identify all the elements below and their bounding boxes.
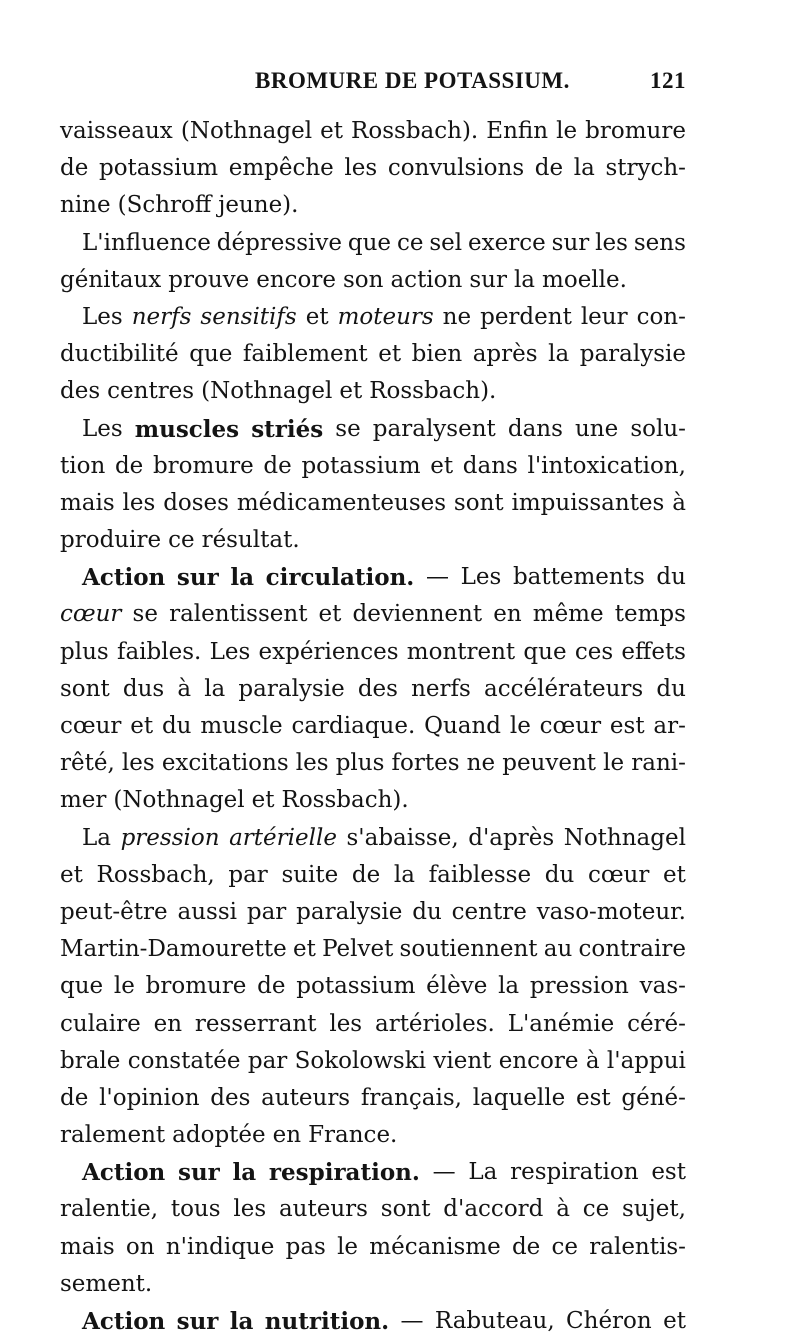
word: nerfs [411, 675, 471, 702]
word: et [320, 118, 343, 144]
page-number: 121 [650, 68, 686, 93]
word: Chéron [566, 1308, 652, 1334]
word: mais [60, 489, 115, 516]
word: plus [335, 750, 385, 777]
word: centre [451, 898, 527, 925]
word: resserrant [194, 1010, 317, 1037]
text-line [60, 336, 686, 373]
word: battements [512, 564, 645, 591]
text-line [60, 448, 686, 485]
word: encore [498, 1047, 579, 1074]
word: bromure [152, 452, 254, 479]
italic-word: pression [120, 824, 220, 851]
word: vas- [639, 973, 686, 1000]
word: excitations [161, 750, 289, 777]
word: l'opinion [99, 1084, 200, 1111]
bold-word: circulation. [265, 564, 415, 592]
word: encore [256, 266, 336, 293]
word: brale [60, 1047, 121, 1074]
word: ralentie, [60, 1196, 159, 1223]
text-line [60, 522, 686, 559]
text-line [60, 968, 686, 1005]
word: et [130, 713, 154, 739]
word: la [204, 675, 226, 702]
text-line [60, 299, 686, 336]
word: paralysie [238, 675, 345, 702]
word: d'accord [443, 1196, 544, 1223]
word: de [114, 452, 144, 479]
word: s'abaisse, [346, 824, 459, 851]
text-line [60, 1266, 686, 1303]
word: aussi [177, 898, 237, 925]
word: bien [411, 341, 463, 368]
word: ralement [60, 1122, 166, 1149]
word: potassium [98, 155, 219, 182]
word: auteurs [278, 1196, 368, 1223]
word: cœur [587, 861, 650, 888]
word: Les [209, 638, 251, 665]
word: génitaux [60, 266, 162, 293]
word: et [430, 452, 454, 479]
word: adoptée [172, 1122, 266, 1149]
word: ce [396, 229, 424, 256]
word: l'intoxication, [527, 452, 686, 479]
text-line [60, 1154, 686, 1191]
word: on [125, 1233, 155, 1260]
text-line [60, 857, 686, 894]
word: cœur [60, 713, 122, 739]
word: sens [633, 229, 686, 256]
word: sont [380, 1196, 431, 1223]
word: par [247, 1047, 288, 1074]
word: faiblesse [428, 861, 532, 888]
text-line [60, 411, 686, 448]
word: potassium [296, 973, 416, 1000]
word: prouve [168, 266, 250, 293]
word: (Nothnagel [180, 118, 313, 144]
bold-word: striés [251, 415, 324, 443]
text-line [60, 225, 686, 262]
word: perdent [480, 303, 572, 330]
word: peut-être [60, 898, 168, 925]
word: faibles. [116, 638, 202, 665]
word: sel [429, 229, 463, 256]
word: La [468, 1159, 498, 1186]
word: Les [460, 564, 502, 591]
word: Enfin [486, 118, 549, 144]
word: suite [281, 861, 339, 888]
word: céré- [627, 1010, 686, 1037]
word: action [390, 266, 463, 293]
bold-word: la [229, 1308, 254, 1335]
word: Rossbach, [96, 861, 215, 888]
word: et [305, 303, 329, 330]
word: — [425, 564, 449, 591]
word: la [548, 341, 570, 368]
word: les [122, 489, 156, 516]
bold-word: Action [82, 564, 166, 592]
word: dans [462, 452, 518, 479]
word: Rossbach). [369, 378, 497, 405]
word: soutiennent [399, 936, 538, 963]
word: impuissantes [511, 489, 665, 516]
word: — [400, 1308, 424, 1334]
word: Martin-Damourette [60, 936, 287, 963]
word: et [251, 787, 275, 814]
word: L'anémie [507, 1010, 615, 1037]
text-line [60, 1117, 686, 1154]
word: les [329, 1010, 363, 1037]
word: du [656, 564, 686, 591]
word: à [177, 675, 192, 702]
word: la [393, 861, 415, 888]
word: les [344, 155, 378, 182]
word: que [60, 973, 104, 1000]
word: paralysie [579, 341, 686, 368]
word: exerce [468, 229, 546, 256]
text-line [60, 1191, 686, 1228]
text-line [60, 187, 686, 224]
text-line [60, 262, 686, 299]
word: ces [574, 638, 614, 665]
italic-word: cœur [60, 601, 122, 628]
bold-word: Action [82, 1159, 166, 1187]
word: rani- [631, 750, 686, 777]
word: accélérateurs [484, 675, 644, 702]
word: artérioles. [374, 1010, 495, 1037]
word: mécanisme [369, 1233, 501, 1260]
word: est [651, 1159, 686, 1186]
word: se [335, 415, 361, 442]
word: la [498, 973, 520, 1000]
text-line [60, 931, 686, 968]
word: est [575, 1084, 611, 1111]
word: d'après [468, 824, 555, 851]
word: de [257, 973, 286, 1000]
word: plus [60, 638, 109, 665]
running-header [60, 68, 686, 98]
text-line [60, 373, 686, 410]
word: n'indique [165, 1233, 275, 1260]
word: élève [426, 973, 488, 1000]
word: ne [466, 750, 496, 777]
word: empêche [228, 155, 334, 182]
word: à [585, 1047, 600, 1074]
word: cœur [539, 713, 602, 739]
word: que [189, 341, 233, 368]
bold-word: sur [178, 1159, 220, 1187]
word: ralentissent [169, 601, 308, 628]
word: Quand [424, 713, 502, 739]
italic-word: nerfs [131, 303, 192, 330]
word: sur [469, 266, 507, 293]
word: de [60, 155, 89, 182]
text-line [60, 634, 686, 671]
word: de [511, 1233, 541, 1260]
word: ralentis- [589, 1233, 686, 1260]
word: bromure [585, 118, 686, 144]
text-line [60, 559, 686, 596]
word: fortes [391, 750, 460, 777]
bold-word: nutrition. [264, 1308, 390, 1335]
word: (Nothnagel [113, 787, 245, 814]
word: convulsions [387, 155, 525, 182]
word: mais [60, 1233, 115, 1260]
text-line [60, 671, 686, 708]
word: sujet, [622, 1196, 686, 1223]
word: jeune). [218, 192, 299, 219]
word: le [337, 1233, 359, 1260]
word: et [378, 341, 402, 368]
word: de [351, 861, 381, 888]
word: moelle. [542, 266, 627, 293]
word: et [663, 1308, 686, 1334]
text-line [60, 485, 686, 522]
word: l'appui [606, 1047, 686, 1074]
word: sement. [60, 1270, 153, 1297]
word: produire [60, 527, 162, 554]
word: même [532, 601, 604, 628]
word: le [556, 118, 578, 144]
word: du [544, 861, 575, 888]
text-line [60, 1303, 686, 1340]
word: à [556, 1196, 570, 1223]
word: une [574, 415, 619, 442]
word: Sokolowski [294, 1047, 427, 1074]
word: Nothnagel [563, 824, 686, 851]
word: ar- [653, 713, 686, 739]
word: temps [614, 601, 686, 628]
word: faiblement [242, 341, 368, 368]
word: du [161, 713, 192, 739]
word: La [82, 824, 111, 851]
word: et [292, 936, 316, 963]
word: en [153, 1010, 183, 1037]
text-line [60, 1080, 686, 1117]
word: laquelle [472, 1084, 566, 1111]
word: pression [529, 973, 629, 1000]
word: Les [82, 303, 123, 330]
word: centres [107, 378, 195, 405]
word: ductibilité [60, 341, 179, 368]
bold-word: la [232, 1159, 257, 1187]
word: à [672, 489, 686, 516]
word: que [523, 638, 567, 665]
text-line [60, 596, 686, 633]
word: peuvent [502, 750, 597, 777]
word: les [295, 750, 329, 777]
bold-word: la [230, 564, 254, 592]
word: pas [285, 1233, 326, 1260]
word: la [573, 155, 595, 182]
word: Rossbach). [351, 118, 479, 144]
text-line [60, 745, 686, 782]
word: L'influence [82, 229, 211, 256]
word: expériences [258, 638, 399, 665]
word: des [210, 1084, 251, 1111]
running-title: BROMURE DE POTASSIUM. [255, 68, 570, 93]
word: en [493, 601, 522, 628]
word: constatée [127, 1047, 241, 1074]
word: culaire [60, 1010, 141, 1037]
text-line [60, 1043, 686, 1080]
word: français, [360, 1084, 462, 1111]
word: est [609, 713, 645, 739]
word: le [113, 973, 135, 1000]
word: ce [551, 1233, 579, 1260]
word: sont [453, 489, 504, 516]
word: la [513, 266, 536, 293]
word: son [343, 266, 384, 293]
bold-word: muscles [134, 415, 240, 443]
word: (Schroff [117, 192, 212, 219]
word: Les [82, 415, 123, 442]
bold-word: sur [176, 564, 219, 592]
word: cardiaque. [291, 713, 416, 739]
word: les [595, 229, 628, 256]
word: de [534, 155, 564, 182]
word: bromure [145, 973, 247, 1000]
word: résultat. [201, 527, 300, 554]
word: con- [636, 303, 686, 330]
word: solu- [630, 415, 686, 442]
word: rêté, [60, 750, 115, 777]
word: tion [60, 452, 106, 479]
word: paralysie [296, 898, 403, 925]
word: que [347, 229, 392, 256]
text-line [60, 820, 686, 857]
word: en [272, 1122, 302, 1149]
word: vaso-moteur. [536, 898, 686, 925]
word: deviennent [352, 601, 483, 628]
text-line [60, 708, 686, 745]
word: dépressive [216, 229, 342, 256]
word: montrent [406, 638, 516, 665]
word: et [60, 861, 83, 888]
text-line [60, 1229, 686, 1266]
word: contraire [578, 936, 686, 963]
word: de [60, 1084, 89, 1111]
word: strych- [605, 155, 686, 182]
word: géné- [621, 1084, 686, 1111]
word: se [132, 601, 158, 628]
word: doses [163, 489, 229, 516]
word: potassium [301, 452, 421, 479]
word: — [432, 1159, 456, 1186]
word: France. [308, 1122, 398, 1149]
text-line [60, 150, 686, 187]
word: tous [170, 1196, 221, 1223]
word: au [543, 936, 573, 963]
word: ce [168, 527, 195, 554]
word: le [603, 750, 625, 777]
italic-word: sensitifs [200, 303, 297, 330]
word: des [60, 378, 101, 405]
word: vient [433, 1047, 492, 1074]
word: effets [621, 638, 686, 665]
word: muscle [200, 713, 283, 739]
word: du [412, 898, 442, 925]
word: (Nothnagel [201, 378, 333, 405]
bold-word: Action [82, 1308, 166, 1335]
word: dans [507, 415, 563, 442]
word: le [509, 713, 531, 739]
word: par [228, 861, 268, 888]
word: Rabuteau, [434, 1308, 555, 1334]
word: et [663, 861, 686, 888]
bold-word: sur [176, 1308, 219, 1335]
word: les [121, 750, 155, 777]
text-line [60, 894, 686, 931]
word: sont [60, 675, 110, 702]
body-text [60, 113, 686, 1340]
word: nine [60, 192, 111, 219]
word: Pelvet [322, 936, 394, 963]
word: après [472, 341, 538, 368]
word: sur [551, 229, 590, 256]
word: médicamenteuses [236, 489, 447, 516]
word: de [263, 452, 292, 479]
word: auteurs [261, 1084, 351, 1111]
word: dus [122, 675, 165, 702]
text-line [60, 113, 686, 150]
word: Rossbach). [281, 787, 409, 814]
word: leur [580, 303, 628, 330]
word: et [318, 601, 342, 628]
text-line [60, 782, 686, 819]
word: paralysent [372, 415, 496, 442]
italic-word: moteurs [337, 303, 434, 330]
word: vaisseaux [60, 118, 173, 144]
word: des [357, 675, 398, 702]
word: respiration [510, 1159, 639, 1186]
word: par [246, 898, 287, 925]
word: mer [60, 787, 107, 814]
word: les [233, 1196, 267, 1223]
word: ce [582, 1196, 610, 1223]
word: et [339, 378, 363, 405]
text-line [60, 1006, 686, 1043]
word: ne [442, 303, 472, 330]
bold-word: respiration. [268, 1159, 420, 1187]
italic-word: artérielle [229, 824, 337, 851]
word: du [656, 675, 686, 702]
